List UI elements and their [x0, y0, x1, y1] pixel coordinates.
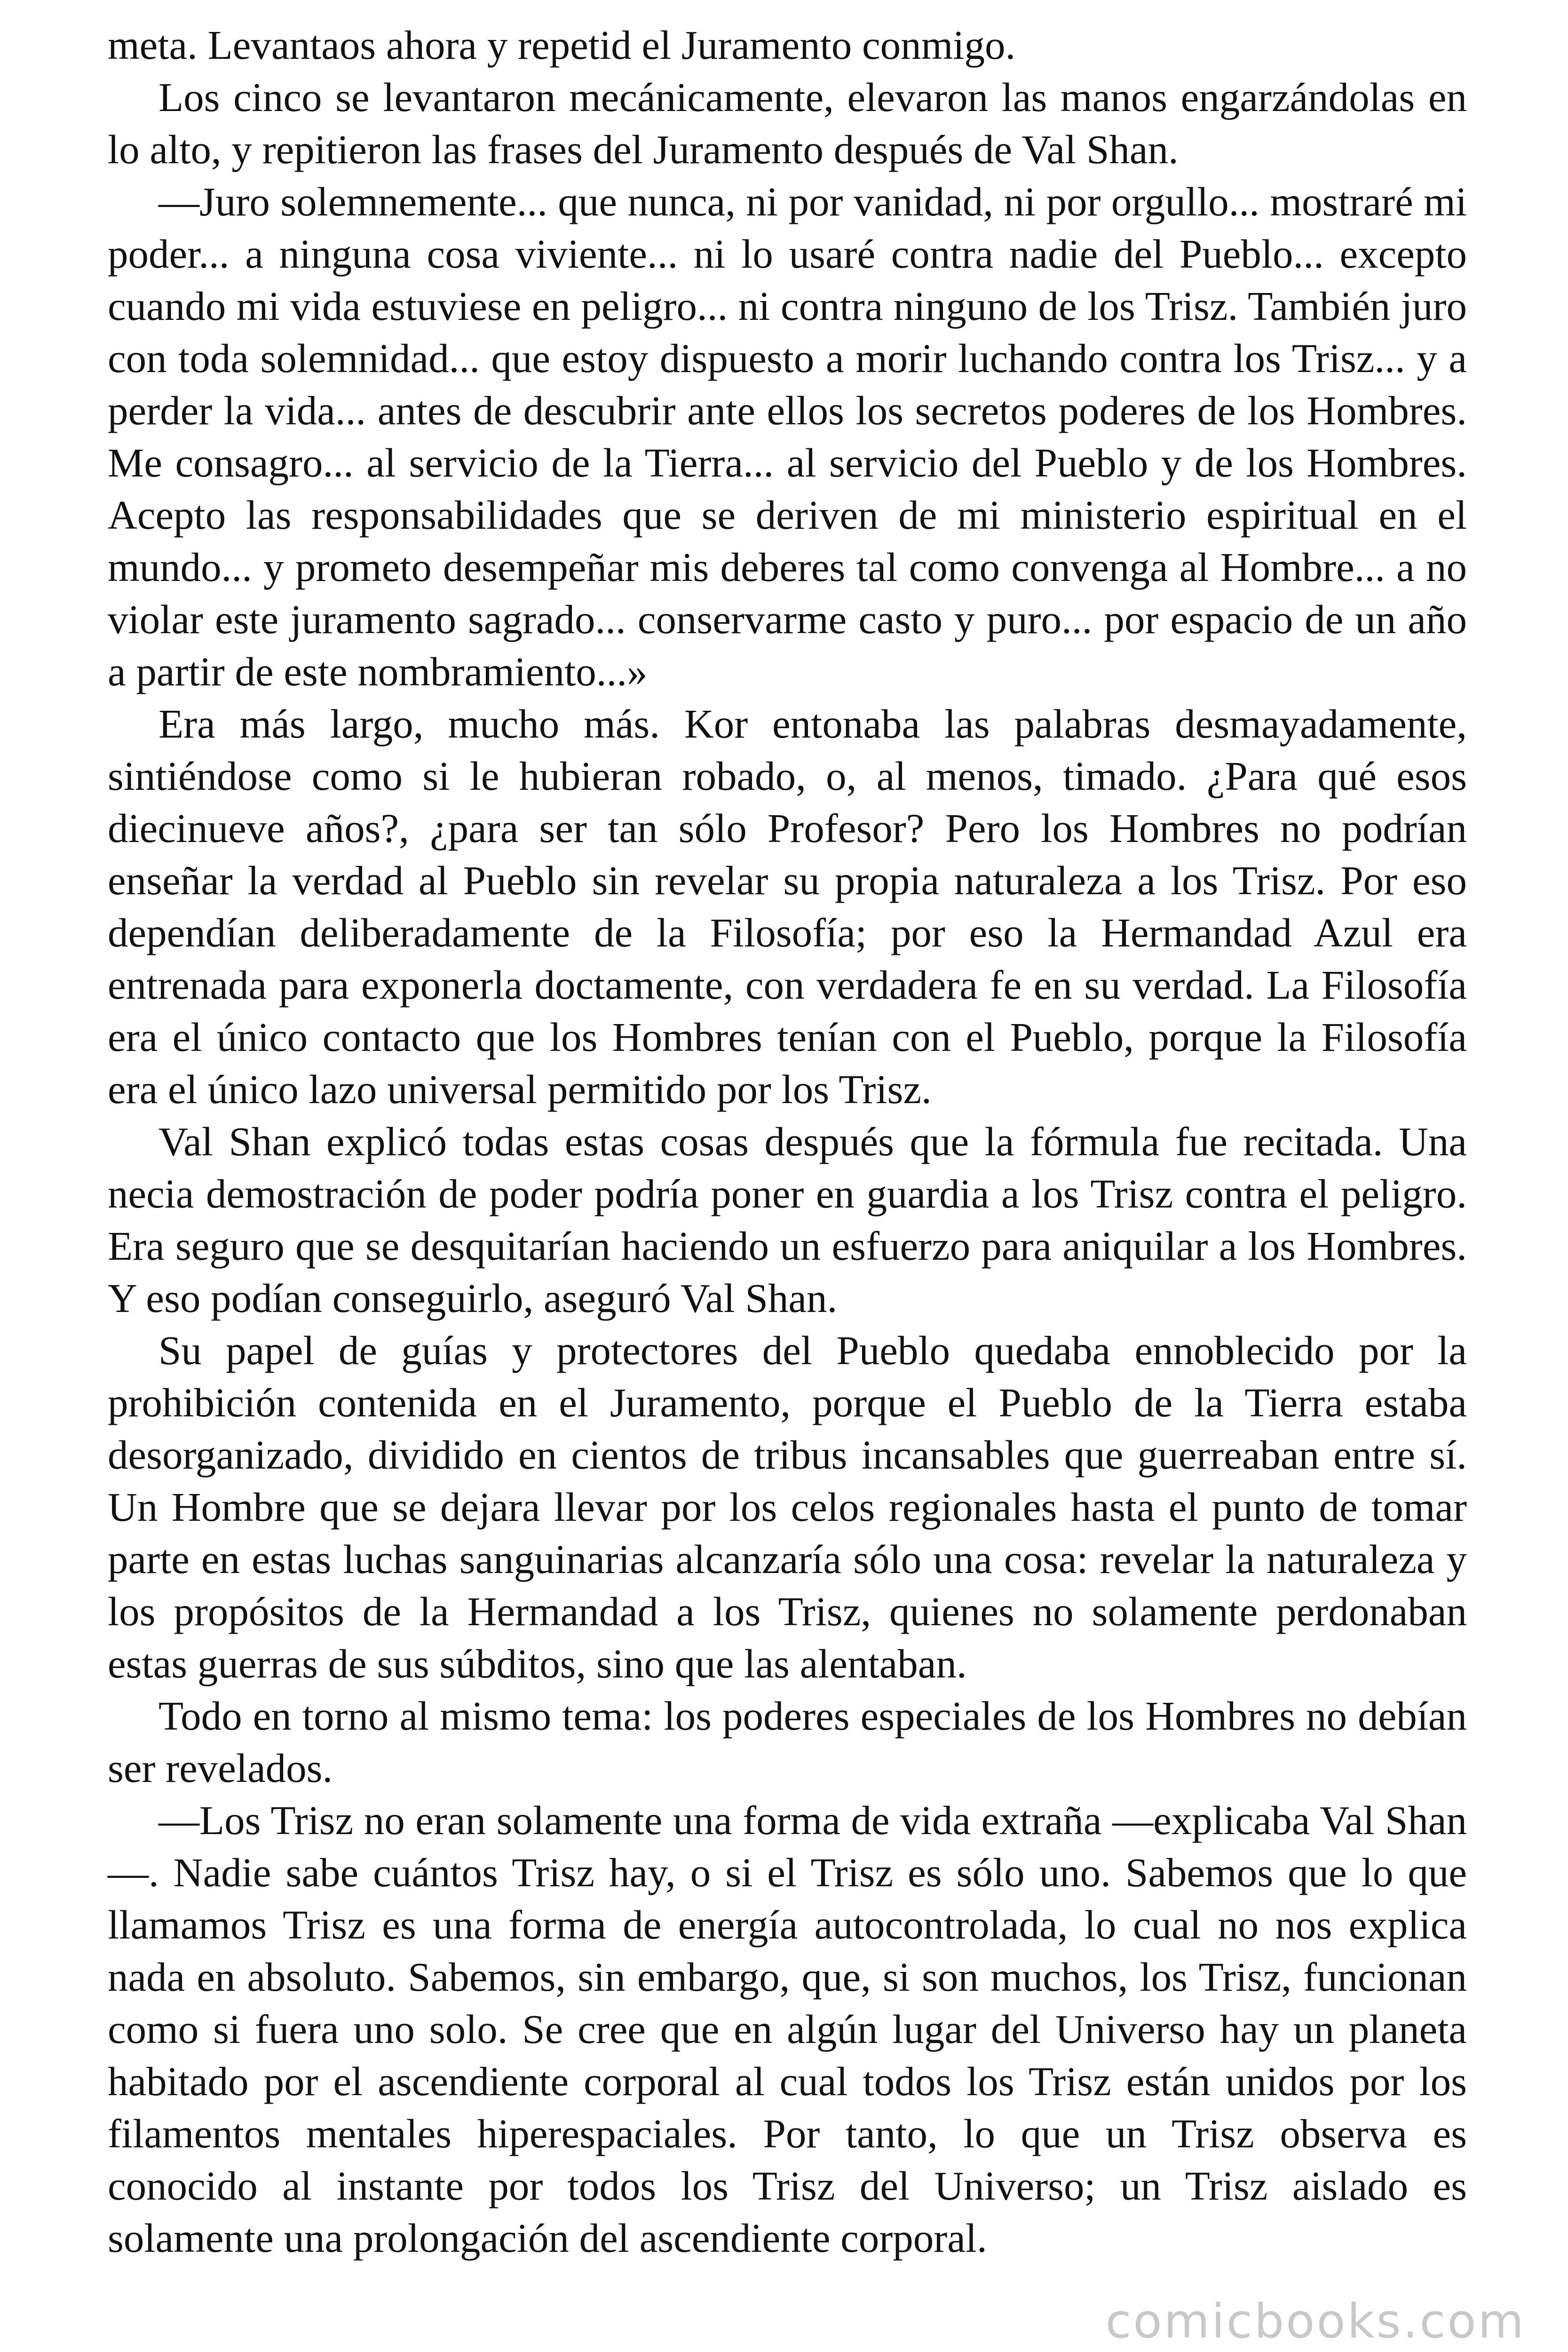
- paragraph-dialogue: —Los Trisz no eran solamente una forma de vida extraña —explicaba Val Shan—. Nadie sabe cuántos Trisz hay, o si el Trisz es sólo uno. Sabemos que lo que llamamos Trisz es una forma de energía autocontrolada, lo cual no nos explica nada en absoluto. Sabemos, sin embargo, que, si son muchos, los Trisz, funcionan como si fuera uno solo. Se cree que en algún lugar del Universo hay un planeta habitado por el ascendiente corporal al cual todos los Trisz están unidos por los filamentos mentales hiperespaciales. Por tanto, lo que un Trisz observa es conocido al instante por todos los Trisz del Universo; un Trisz aislado es solamente una prolongación del ascendiente corporal.: [108, 1797, 1467, 2261]
- paragraph: Val Shan explicó todas estas cosas después que la fórmula fue recitada. Una necia demostración de poder podría poner en guardia a los Trisz contra el peligro. Era seguro que se desquitarían haciendo un esfuerzo para aniquilar a los Hombres. Y eso podían conseguirlo, aseguró Val Shan.: [108, 1119, 1467, 1321]
- paragraph-continuation: meta. Levantaos ahora y repetid el Juramento conmigo.: [108, 22, 1016, 68]
- paragraph: Su papel de guías y protectores del Pueblo quedaba ennoblecido por la prohibición contenida en el Juramento, porque el Pueblo de la Tierra estaba desorganizado, dividido en cientos de tribus incansables que guerreaban entre sí. Un Hombre que se dejara llevar por los celos regionales hasta el punto de tomar parte en estas luchas sanguinarias alcanzaría sólo una cosa: revelar la naturaleza y los propósitos de la Hermandad a los Trisz, quienes no solamente perdonaban estas guerras de sus súbditos, sino que las alentaban.: [108, 1327, 1467, 1686]
- book-page-text: [108, 19, 1467, 2264]
- paragraph-oath: —Juro solemnemente... que nunca, ni por vanidad, ni por orgullo... mostraré mi poder... a ninguna cosa viviente... ni lo usaré contra nadie del Pueblo... excepto cuando mi vida estuviese en peligro... ni contra ninguno de los Trisz. También juro con toda solemnidad... que estoy dispuesto a morir luchando contra los Trisz... y a perder la vida... antes de descubrir ante ellos los secretos poderes de los Hombres. Me consagro... al servicio de la Tierra... al servicio del Pueblo y de los Hombres. Acepto las responsabilidades que se deriven de mi ministerio espiritual en el mundo... y prometo desempeñar mis deberes tal como convenga al Hombre... a no violar este juramento sagrado... conservarme casto y puro... por espacio de un año a partir de este nombramiento...»: [108, 179, 1467, 694]
- paragraph: Era más largo, mucho más. Kor entonaba las palabras desmayadamente, sintiéndose como si le hubieran robado, o, al menos, timado. ¿Para qué esos diecinueve años?, ¿para ser tan sólo Profesor? Pero los Hombres no podrían enseñar la verdad al Pueblo sin revelar su propia naturaleza a los Trisz. Por eso dependían deliberadamente de la Filosofía; por eso la Hermandad Azul era entrenada para exponerla doctamente, con verdadera fe en su verdad. La Filosofía era el único contacto que los Hombres tenían con el Pueblo, porque la Filosofía era el único lazo universal permitido por los Trisz.: [108, 701, 1467, 1112]
- site-watermark: comicbooks.com: [1105, 2294, 1526, 2349]
- paragraph: Todo en torno al mismo tema: los poderes especiales de los Hombres no debían ser revelados.: [108, 1693, 1467, 1791]
- paragraph: Los cinco se levantaron mecánicamente, elevaron las manos engarzándolas en lo alto, y repitieron las frases del Juramento después de Val Shan.: [108, 74, 1467, 172]
